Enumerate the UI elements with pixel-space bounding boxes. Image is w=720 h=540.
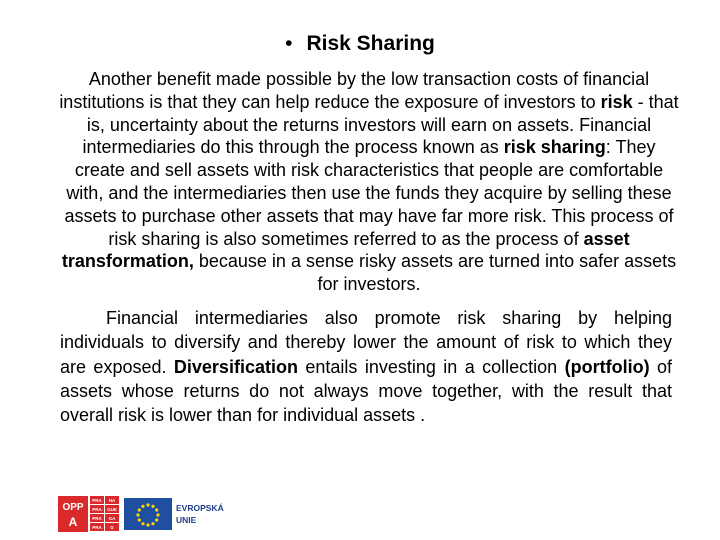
paragraph-risk-sharing — [56, 68, 682, 296]
text-run: of assets whose returns do not always move together, with the result that overall risk is lower than for individual assets . — [60, 356, 672, 426]
text-run: entails investing in a collection — [297, 356, 565, 377]
slide-heading — [0, 32, 720, 56]
bold-term: asset transformation, — [61, 228, 630, 272]
paragraph-diversification — [60, 306, 672, 427]
svg-text:HA: HA — [108, 498, 116, 503]
svg-text:UNIE: UNIE — [176, 515, 197, 525]
eu-logo-text — [176, 503, 224, 525]
eu-flag-icon — [124, 498, 172, 530]
text-run: because in a sense risky assets are turned into safer assets for investors. — [193, 251, 677, 295]
bold-term: risk sharing — [503, 137, 606, 158]
bold-term: Diversification — [173, 356, 298, 377]
text-run: Financial intermediaries also promote risk sharing by helping individuals to diversify and thereby lower the amount of risk to which they are exposed. — [60, 308, 672, 377]
text-run: - that is, uncertainty about the returns investors will earn on assets. Financial intermediaries do this through the process known as — [82, 91, 679, 158]
svg-text:G: G — [110, 525, 114, 530]
svg-text:PRA: PRA — [92, 525, 102, 530]
svg-text:GUE: GUE — [107, 507, 117, 512]
svg-text:A: A — [68, 515, 78, 529]
svg-text:PRA: PRA — [92, 516, 102, 521]
slide-title: Risk Sharing — [306, 32, 435, 55]
text-run: Another benefit made possible by the low transaction costs of financial institutions is that they can help reduce the exposure of investors to — [59, 69, 650, 112]
svg-text:GA: GA — [108, 516, 116, 521]
svg-text:OPP: OPP — [62, 502, 84, 513]
bullet-icon: • — [285, 32, 293, 55]
bold-term: (portfolio) — [564, 356, 650, 377]
text-run: : They create and sell assets with risk characteristics that people are comfortable with, and the intermediaries then use the funds they acquire by selling these assets to purchase other assets that may have far more risk. This process of risk sharing is also sometimes referred to as the process of — [64, 137, 674, 249]
opp-a-logo — [58, 496, 88, 532]
bold-term: risk — [600, 91, 633, 112]
svg-text:PRA: PRA — [92, 507, 102, 512]
praha-logo — [90, 496, 119, 531]
footer-logos — [58, 496, 224, 532]
svg-text:EVROPSKÁ: EVROPSKÁ — [176, 503, 224, 513]
svg-text:PRA: PRA — [92, 498, 102, 503]
